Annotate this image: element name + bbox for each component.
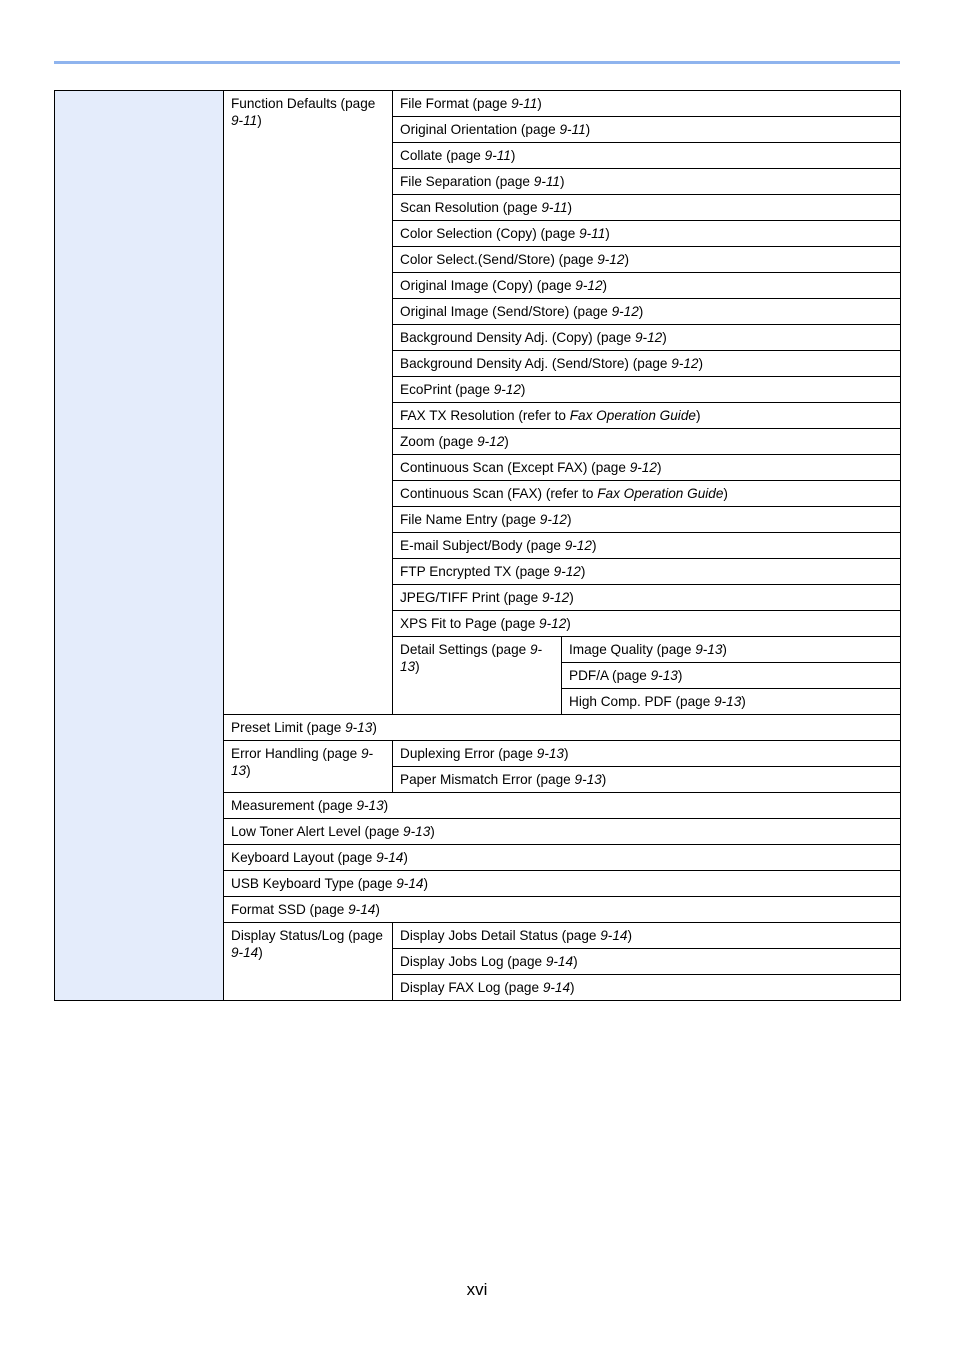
menu-item: High Comp. PDF (page 9-13) — [562, 689, 901, 715]
menu-item: Background Density Adj. (Copy) (page 9-12) — [393, 325, 901, 351]
page-number: xvi — [466, 1280, 488, 1299]
menu-item: PDF/A (page 9-13) — [562, 663, 901, 689]
menu-item: Color Select.(Send/Store) (page 9-12) — [393, 247, 901, 273]
menu-item: FTP Encrypted TX (page 9-12) — [393, 559, 901, 585]
menu-item: FAX TX Resolution (refer to Fax Operation Guide) — [393, 403, 901, 429]
menu-item: Continuous Scan (FAX) (refer to Fax Operation Guide) — [393, 481, 901, 507]
detail-settings-label: Detail Settings (page 9-13) — [393, 637, 562, 715]
section-indent — [55, 91, 224, 1001]
display-status-label: Display Status/Log (page 9-14) — [224, 923, 393, 1001]
menu-item: Display Jobs Log (page 9-14) — [393, 949, 901, 975]
menu-item: File Separation (page 9-11) — [393, 169, 901, 195]
menu-item: JPEG/TIFF Print (page 9-12) — [393, 585, 901, 611]
menu-item: Collate (page 9-11) — [393, 143, 901, 169]
menu-item: Keyboard Layout (page 9-14) — [224, 845, 901, 871]
menu-item: Background Density Adj. (Send/Store) (page 9-12) — [393, 351, 901, 377]
menu-item: Low Toner Alert Level (page 9-13) — [224, 819, 901, 845]
menu-item: Paper Mismatch Error (page 9-13) — [393, 767, 901, 793]
menu-item: File Format (page 9-11) — [393, 91, 901, 117]
menu-item: E-mail Subject/Body (page 9-12) — [393, 533, 901, 559]
menu-item: Original Orientation (page 9-11) — [393, 117, 901, 143]
menu-item: Display Jobs Detail Status (page 9-14) — [393, 923, 901, 949]
menu-item: Display FAX Log (page 9-14) — [393, 975, 901, 1001]
menu-item: Original Image (Copy) (page 9-12) — [393, 273, 901, 299]
preset-limit-item: Preset Limit (page 9-13) — [224, 715, 901, 741]
menu-item: Measurement (page 9-13) — [224, 793, 901, 819]
menu-item: Zoom (page 9-12) — [393, 429, 901, 455]
menu-item: File Name Entry (page 9-12) — [393, 507, 901, 533]
settings-menu-table — [54, 90, 901, 1001]
menu-item: Continuous Scan (Except FAX) (page 9-12) — [393, 455, 901, 481]
menu-item: Original Image (Send/Store) (page 9-12) — [393, 299, 901, 325]
menu-item: Duplexing Error (page 9-13) — [393, 741, 901, 767]
menu-item: EcoPrint (page 9-12) — [393, 377, 901, 403]
error-handling-label: Error Handling (page 9-13) — [224, 741, 393, 793]
table-row — [55, 91, 901, 117]
menu-item: USB Keyboard Type (page 9-14) — [224, 871, 901, 897]
menu-item: Color Selection (Copy) (page 9-11) — [393, 221, 901, 247]
menu-item: Image Quality (page 9-13) — [562, 637, 901, 663]
menu-item: Format SSD (page 9-14) — [224, 897, 901, 923]
header-rule — [54, 61, 900, 64]
function-defaults-label: Function Defaults (page 9-11) — [224, 91, 393, 715]
menu-item: XPS Fit to Page (page 9-12) — [393, 611, 901, 637]
menu-item: Scan Resolution (page 9-11) — [393, 195, 901, 221]
